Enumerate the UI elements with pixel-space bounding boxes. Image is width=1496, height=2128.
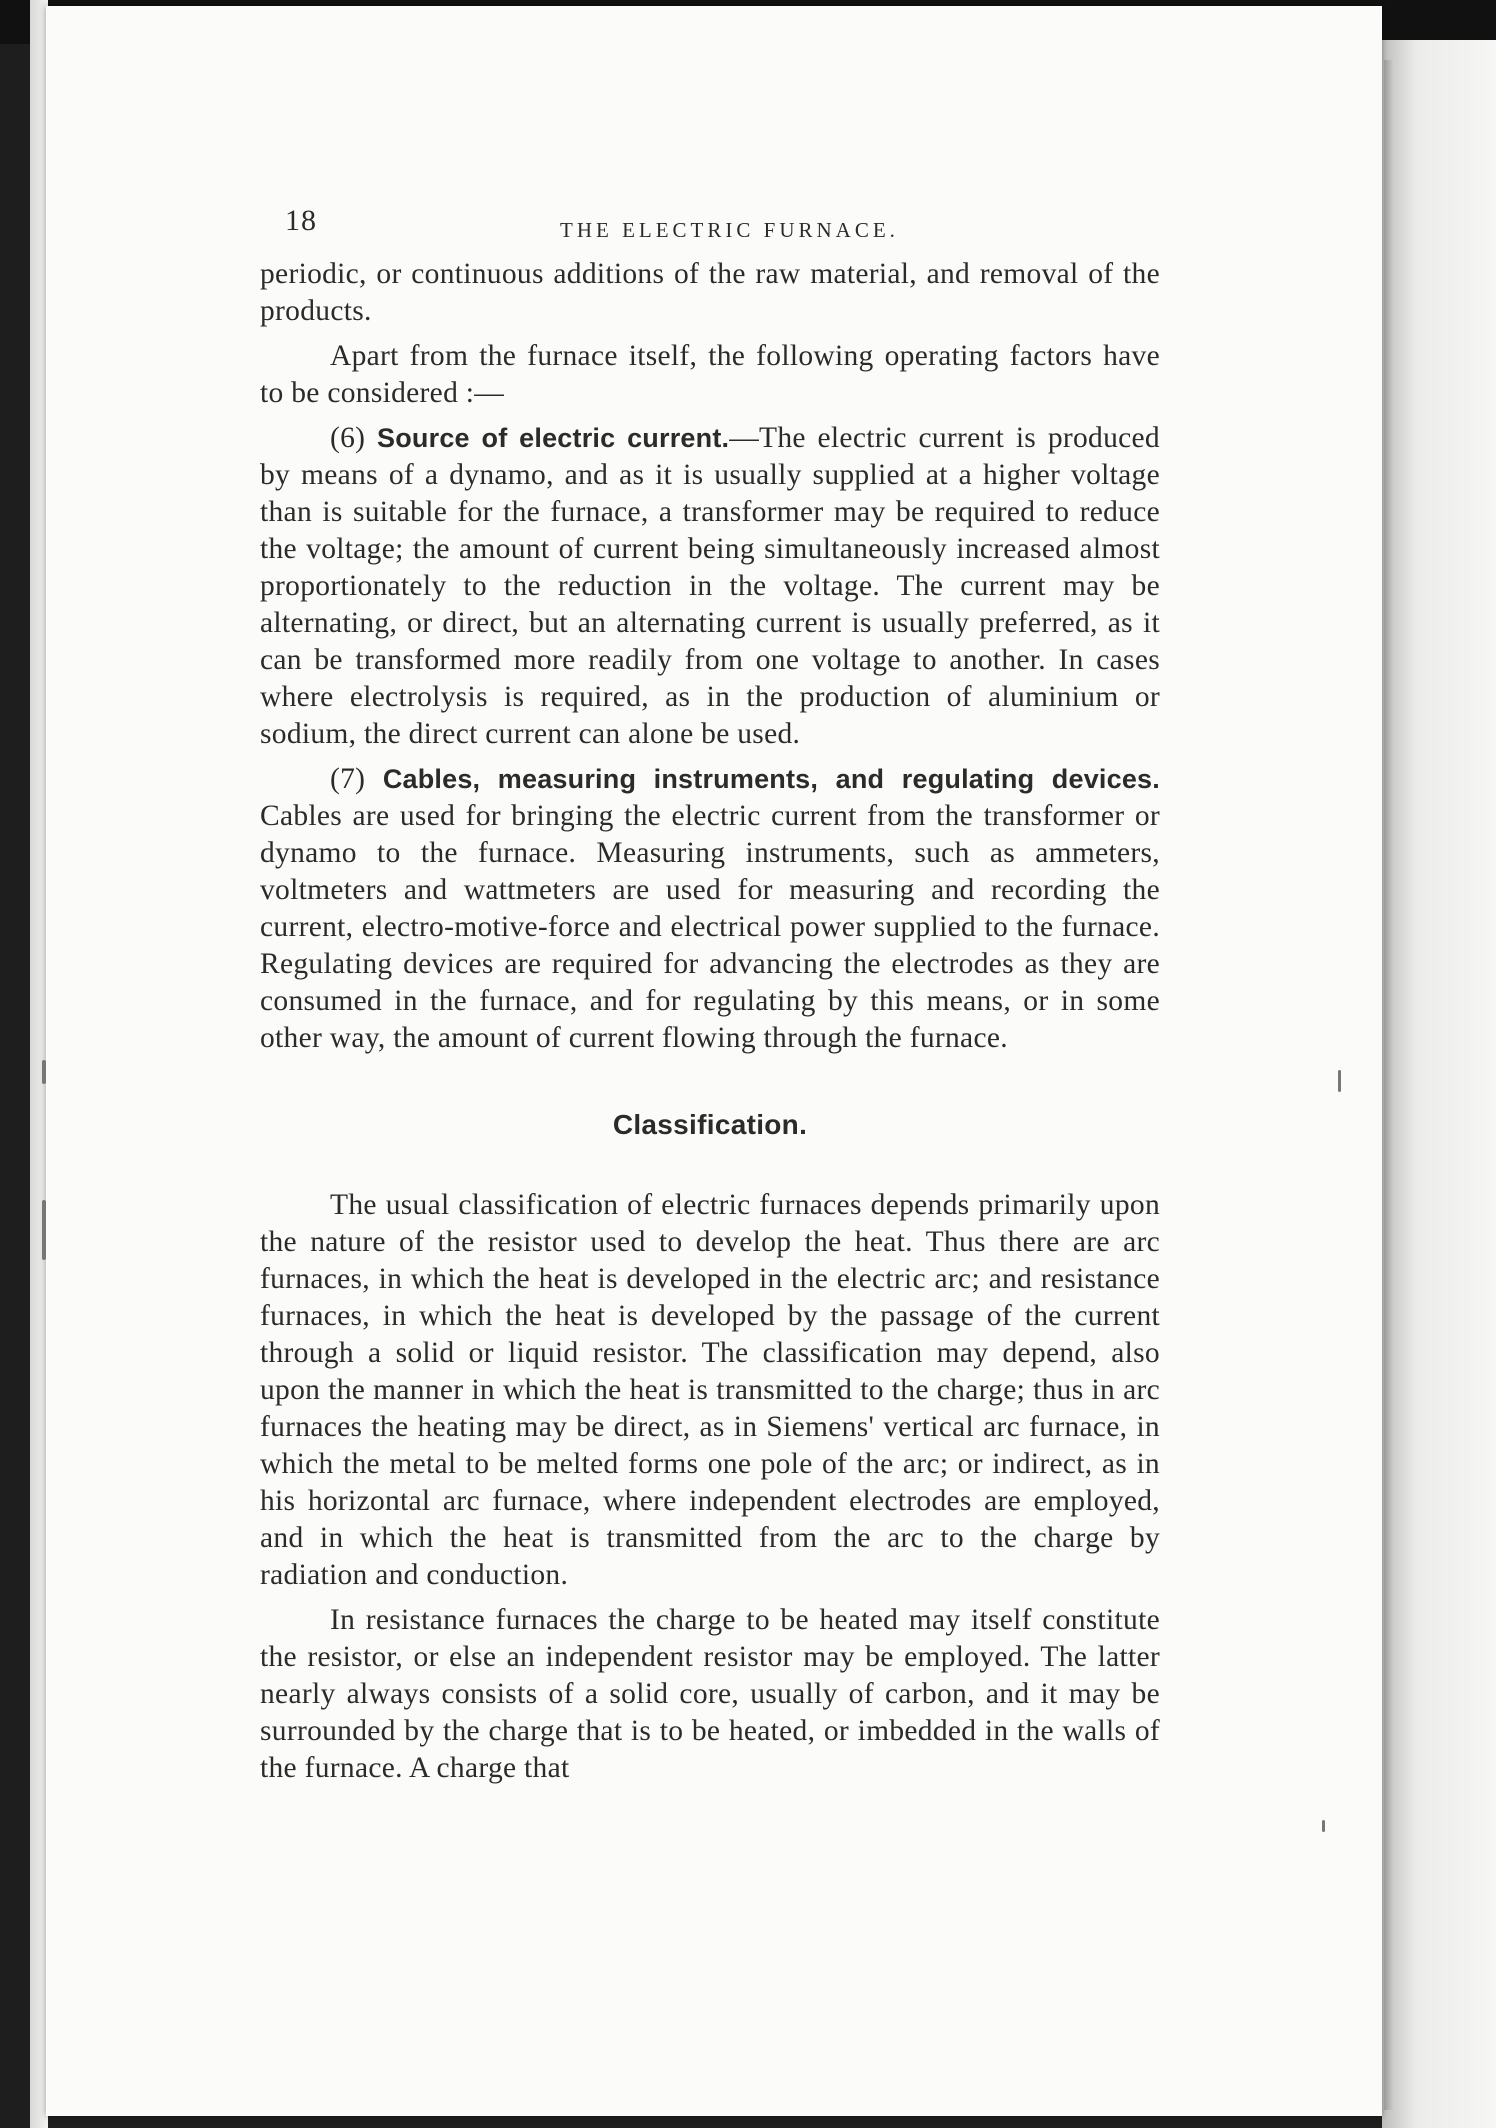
paragraph-source-of-current bbox=[260, 420, 1160, 753]
paragraph-text: Apart from the furnace itself, the following operating factors have to be considered :— bbox=[260, 340, 1160, 409]
paragraph-text: Cables are used for bringing the electric current from the transformer or dynamo to the furnace. Measuring instruments, such as ammeters, voltmeters and wattmeters are used for measuring and recording the current, electro-motive-force and electrical power supplied to the furnace. Regulating devices are required for advancing the electrodes as they are consumed in the furnace, and for regulating by this means, or in some other way, the amount of current flowing through the furnace. bbox=[260, 800, 1160, 1054]
page-content bbox=[260, 196, 1160, 1795]
scan-speck bbox=[42, 1200, 46, 1260]
paragraph-text: In resistance furnaces the charge to be heated may itself constitute the resistor, or else an independent resistor may be employed. The latter nearly always consists of a solid core, usually of carbon, and it may be surrounded by the charge that is to be heated, or imbedded in the walls of the furnace. A charge that bbox=[260, 1604, 1160, 1784]
paragraph-operating-factors bbox=[260, 338, 1160, 412]
paragraph-cables-instruments bbox=[260, 761, 1160, 1057]
paragraph-text: The usual classification of electric furnaces depends primarily upon the nature of the resistor used to develop the heat. Thus there are arc furnaces, in which the heat is developed in the electric arc; and resistance furnaces, in which the heat is developed by the passage of the current through a solid or liquid resistor. The classification may depend, also upon the manner in which the heat is transmitted to the charge; thus in arc furnaces the heating may be direct, as in Siemens' vertical arc furnace, in which the metal to be melted forms one pole of the arc; or indirect, as in his horizontal arc furnace, where independent electrodes are employed, and in which the heat is transmitted from the arc to the charge by radiation and conduction. bbox=[260, 1189, 1160, 1591]
running-title: THE ELECTRIC FURNACE. bbox=[560, 218, 899, 242]
facing-page-edge bbox=[1382, 40, 1496, 2128]
scan-speck bbox=[1338, 1070, 1341, 1092]
paragraph-resistance-furnaces bbox=[260, 1602, 1160, 1787]
paragraph-continued bbox=[260, 256, 1160, 330]
page-header bbox=[260, 196, 1160, 256]
page-gutter bbox=[1384, 60, 1394, 2110]
scan-speck bbox=[1322, 1820, 1325, 1832]
item-heading: Cables, measuring instruments, and regulating devices. bbox=[382, 764, 1160, 794]
paragraph-text: periodic, or continuous additions of the raw material, and removal of the products. bbox=[260, 258, 1160, 327]
scan-speck bbox=[42, 1060, 46, 1084]
paragraph-classification bbox=[260, 1187, 1160, 1594]
item-number: (7) bbox=[330, 763, 383, 795]
page-number: 18 bbox=[285, 204, 317, 237]
item-number: (6) bbox=[330, 422, 378, 454]
paragraph-text: —The electric current is produced by means of a dynamo, and as it is usually supplied at a higher voltage than is suitable for the furnace, a transformer may be required to reduce the voltage; the amount of current being simultaneously increased almost proportionately to the reduction in the voltage. The current may be alternating, or direct, but an alternating current is usually preferred, as it can be transformed more readily from one voltage to another. In cases where electrolysis is required, as in the production of aluminium or sodium, the direct current can alone be used. bbox=[260, 422, 1160, 750]
section-heading: Classification. bbox=[612, 1109, 808, 1140]
item-heading: Source of electric current. bbox=[377, 423, 730, 453]
